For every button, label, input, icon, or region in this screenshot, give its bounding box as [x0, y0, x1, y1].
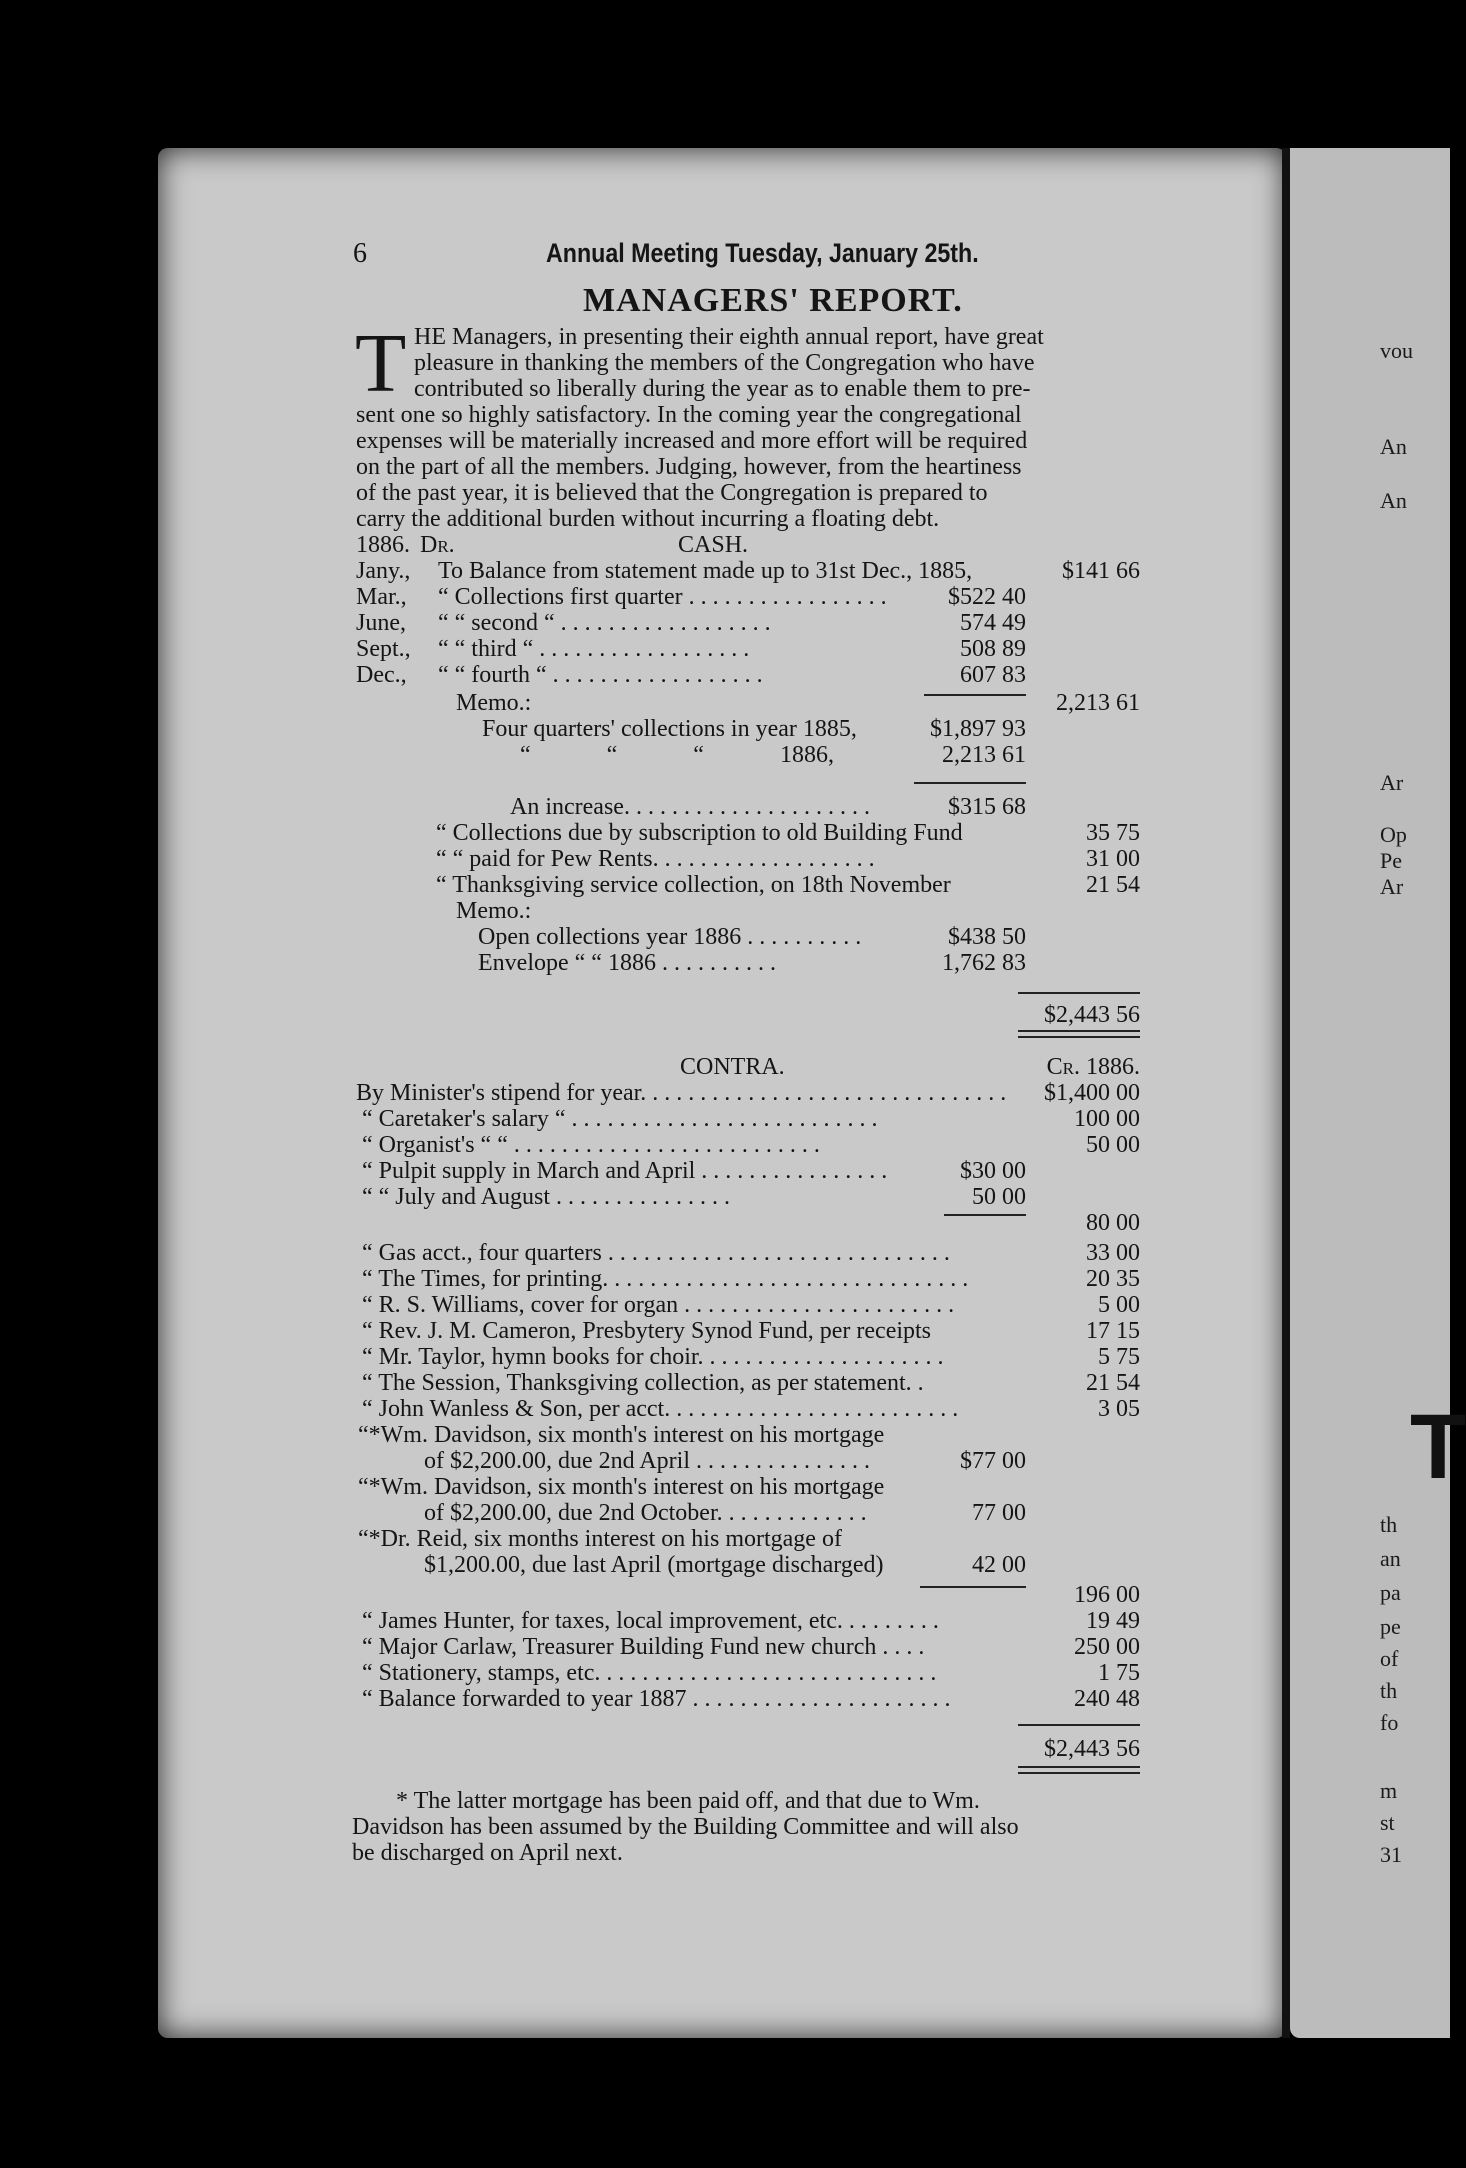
- adjacent-fragment: th: [1380, 1678, 1398, 1703]
- double-rule: [1018, 1030, 1140, 1038]
- intro-line: contributed so liberally during the year as to enable them to pre-: [414, 376, 1031, 402]
- adjacent-fragment: th: [1380, 1512, 1398, 1537]
- payment-desc: “ Pulpit supply in March and April . . . . . . . . . . . . . . . .: [362, 1158, 888, 1184]
- other-receipt-amount: 21 54: [1086, 872, 1140, 898]
- envelope-amount: 1,762 83: [942, 950, 1026, 976]
- payment-amount: 50 00: [1086, 1132, 1140, 1158]
- intro-line: sent one so highly satisfactory. In the coming year the congregational: [356, 402, 1022, 428]
- mortgage-total: 196 00: [1074, 1582, 1140, 1608]
- payment-amount: 1 75: [1098, 1660, 1140, 1686]
- mortgage-line: of $2,200.00, due 2nd October. . . . . . . . . . . . .: [424, 1500, 867, 1526]
- payment-desc: “ Balance forwarded to year 1887 . . . . . . . . . . . . . . . . . . . . . .: [362, 1686, 951, 1712]
- adjacent-fragment: pe: [1380, 1614, 1401, 1639]
- payment-amount: 5 75: [1098, 1344, 1140, 1370]
- adjacent-fragment: fo: [1380, 1710, 1399, 1735]
- receipt-date: Dec.,: [356, 662, 407, 688]
- other-receipt-amount: 31 00: [1086, 846, 1140, 872]
- cash-dr: Dr.: [420, 532, 455, 558]
- page-gutter: [1282, 148, 1290, 2038]
- increase-amount: $315 68: [948, 794, 1026, 820]
- memo-line: Four quarters' collections in year 1885,: [482, 716, 857, 742]
- double-rule: [1018, 1766, 1140, 1774]
- payment-amount: 3 05: [1098, 1396, 1140, 1422]
- memo-line: “ “ “ 1886,: [520, 742, 834, 768]
- payment-amount: 21 54: [1086, 1370, 1140, 1396]
- report-title: MANAGERS' REPORT.: [583, 282, 963, 319]
- receipt-desc: “ “ third “ . . . . . . . . . . . . . . . . . .: [438, 636, 750, 662]
- cash-heading: CASH.: [678, 532, 749, 558]
- payment-amount: 250 00: [1074, 1634, 1140, 1660]
- payment-amount: 19 49: [1086, 1608, 1140, 1634]
- payment-desc: “ Stationery, stamps, etc. . . . . . . . . . . . . . . . . . . . . . . . . . . . .: [362, 1660, 937, 1686]
- payment-desc: “ The Times, for printing. . . . . . . . . . . . . . . . . . . . . . . . . . . . . . .: [362, 1266, 969, 1292]
- payment-desc: “ Mr. Taylor, hymn books for choir. . . . . . . . . . . . . . . . . . . . .: [362, 1344, 944, 1370]
- payment-desc: “ Gas acct., four quarters . . . . . . . . . . . . . . . . . . . . . . . . . . . . .: [362, 1240, 950, 1266]
- adjacent-fragment: pa: [1380, 1580, 1401, 1605]
- adjacent-fragment: m: [1380, 1778, 1398, 1803]
- adjacent-fragment: Op: [1380, 822, 1407, 847]
- receipt-desc: “ “ second “ . . . . . . . . . . . . . . . . . .: [438, 610, 771, 636]
- subtotal-rule: [920, 1586, 1026, 1588]
- open-collections-amount: $438 50: [948, 924, 1026, 950]
- mortgage-amount: 77 00: [972, 1500, 1026, 1526]
- payment-desc: “ Organist's “ “ . . . . . . . . . . . . . . . . . . . . . . . . . .: [362, 1132, 820, 1158]
- cash-year: 1886.: [356, 532, 410, 558]
- contra-heading: CONTRA.: [680, 1054, 785, 1080]
- payment-desc: “ Major Carlaw, Treasurer Building Fund new church . . . .: [362, 1634, 925, 1660]
- mortgage-line: “*Wm. Davidson, six month's interest on his mortgage: [358, 1422, 885, 1448]
- payment-desc: By Minister's stipend for year. . . . . . . . . . . . . . . . . . . . . . . . . . . . . . .: [356, 1080, 1007, 1106]
- collections-total: 2,213 61: [1056, 690, 1140, 716]
- drop-cap: T: [355, 317, 407, 410]
- other-receipt-amount: 35 75: [1086, 820, 1140, 846]
- receipt-date: June,: [356, 610, 406, 636]
- subtotal-rule: [924, 694, 1026, 696]
- payment-desc: “ James Hunter, for taxes, local improvement, etc. . . . . . . . .: [362, 1608, 939, 1634]
- intro-line: pleasure in thanking the members of the Congregation who have: [414, 350, 1035, 376]
- payment-desc: “ John Wanless & Son, per acct. . . . . . . . . . . . . . . . . . . . . . . . .: [362, 1396, 959, 1422]
- receipt-date: Jany.,: [356, 558, 411, 584]
- payment-subamount: 50 00: [972, 1184, 1026, 1210]
- receipt-date: Mar.,: [356, 584, 407, 610]
- receipt-subamount: $522 40: [948, 584, 1026, 610]
- payment-amount: $1,400 00: [1044, 1080, 1140, 1106]
- footnote-line: * The latter mortgage has been paid off, and that due to Wm.: [396, 1788, 980, 1814]
- payment-amount: 17 15: [1086, 1318, 1140, 1344]
- memo-label: Memo.:: [456, 690, 532, 716]
- memo-label: Memo.:: [456, 898, 532, 924]
- mortgage-line: “*Wm. Davidson, six month's interest on his mortgage: [358, 1474, 885, 1500]
- receipt-date: Sept.,: [356, 636, 411, 662]
- receipt-desc: “ Collections first quarter . . . . . . . . . . . . . . . . .: [438, 584, 887, 610]
- receipt-subamount: 574 49: [960, 610, 1026, 636]
- memo-amount: 2,213 61: [942, 742, 1026, 768]
- page-number: 6: [353, 238, 367, 269]
- mortgage-line: “*Dr. Reid, six months interest on his mortgage of: [358, 1526, 842, 1552]
- payment-amount: 5 00: [1098, 1292, 1140, 1318]
- payments-total: $2,443 56: [1044, 1736, 1140, 1762]
- receipt-subamount: 607 83: [960, 662, 1026, 688]
- receipt-amount: $141 66: [1062, 558, 1140, 584]
- adjacent-fragment: of: [1380, 1646, 1399, 1671]
- total-rule: [1018, 1724, 1140, 1726]
- payment-amount: 33 00: [1086, 1240, 1140, 1266]
- payment-amount: 240 48: [1074, 1686, 1140, 1712]
- mortgage-line: $1,200.00, due last April (mortgage discharged): [424, 1552, 884, 1578]
- adjacent-fragment: st: [1380, 1810, 1395, 1835]
- payment-desc: “ The Session, Thanksgiving collection, as per statement. .: [362, 1370, 924, 1396]
- other-receipt-desc: “ “ paid for Pew Rents. . . . . . . . . . . . . . . . . . .: [436, 846, 875, 872]
- intro-line: HE Managers, in presenting their eighth annual report, have great: [414, 324, 1044, 350]
- adjacent-fragment: An: [1380, 434, 1407, 459]
- payment-desc: “ Rev. J. M. Cameron, Presbytery Synod Fund, per receipts: [362, 1318, 932, 1344]
- mortgage-amount: 42 00: [972, 1552, 1026, 1578]
- mortgage-line: of $2,200.00, due 2nd April . . . . . . . . . . . . . . .: [424, 1448, 870, 1474]
- receipt-desc: “ “ fourth “ . . . . . . . . . . . . . . . . . .: [438, 662, 763, 688]
- receipt-desc: To Balance from statement made up to 31st Dec., 1885,: [438, 558, 973, 584]
- footnote-line: be discharged on April next.: [352, 1840, 623, 1866]
- open-collections-label: Open collections year 1886 . . . . . . . . . .: [478, 924, 862, 950]
- adjacent-fragment: vou: [1380, 338, 1413, 363]
- total-rule: [1018, 992, 1140, 994]
- intro-line: expenses will be materially increased and more effort will be required: [356, 428, 1028, 454]
- memo-amount: $1,897 93: [930, 716, 1026, 742]
- payment-desc: “ R. S. Williams, cover for organ . . . . . . . . . . . . . . . . . . . . . . .: [362, 1292, 955, 1318]
- increase-rule: [914, 782, 1026, 784]
- adjacent-fragment: Pe: [1380, 848, 1402, 873]
- adjacent-fragment: Ar: [1380, 874, 1404, 899]
- receipt-subamount: 508 89: [960, 636, 1026, 662]
- payment-amount: 100 00: [1074, 1106, 1140, 1132]
- payment-amount: 20 35: [1086, 1266, 1140, 1292]
- subtotal-rule: [944, 1214, 1026, 1216]
- adjacent-fragment: An: [1380, 488, 1407, 513]
- increase-label: An increase. . . . . . . . . . . . . . . . . . . . .: [510, 794, 870, 820]
- adjacent-fragment: an: [1380, 1546, 1401, 1571]
- envelope-label: Envelope “ “ 1886 . . . . . . . . . .: [478, 950, 776, 976]
- mortgage-amount: $77 00: [960, 1448, 1026, 1474]
- adjacent-fragment: Ar: [1380, 770, 1404, 795]
- intro-line: on the part of all the members. Judging, however, from the heartiness: [356, 454, 1022, 480]
- payment-amount: 80 00: [1086, 1210, 1140, 1236]
- intro-line: carry the additional burden without incurring a floating debt.: [356, 506, 940, 532]
- contra-cr: Cr. 1886.: [1046, 1054, 1140, 1080]
- receipts-total: $2,443 56: [1044, 1002, 1140, 1028]
- adjacent-dropcap: T: [1410, 1396, 1466, 1498]
- other-receipt-desc: “ Collections due by subscription to old Building Fund: [436, 820, 963, 846]
- payment-subamount: $30 00: [960, 1158, 1026, 1184]
- adjacent-page-edge: [1290, 148, 1450, 2038]
- intro-line: of the past year, it is believed that the Congregation is prepared to: [356, 480, 988, 506]
- adjacent-fragment: 31: [1380, 1842, 1402, 1867]
- other-receipt-desc: “ Thanksgiving service collection, on 18th November: [436, 872, 951, 898]
- payment-desc: “ Caretaker's salary “ . . . . . . . . . . . . . . . . . . . . . . . . . .: [362, 1106, 878, 1132]
- payment-desc: “ “ July and August . . . . . . . . . . . . . . .: [362, 1184, 730, 1210]
- running-title: Annual Meeting Tuesday, January 25th.: [546, 238, 979, 268]
- footnote-line: Davidson has been assumed by the Building Committee and will also: [352, 1814, 1019, 1840]
